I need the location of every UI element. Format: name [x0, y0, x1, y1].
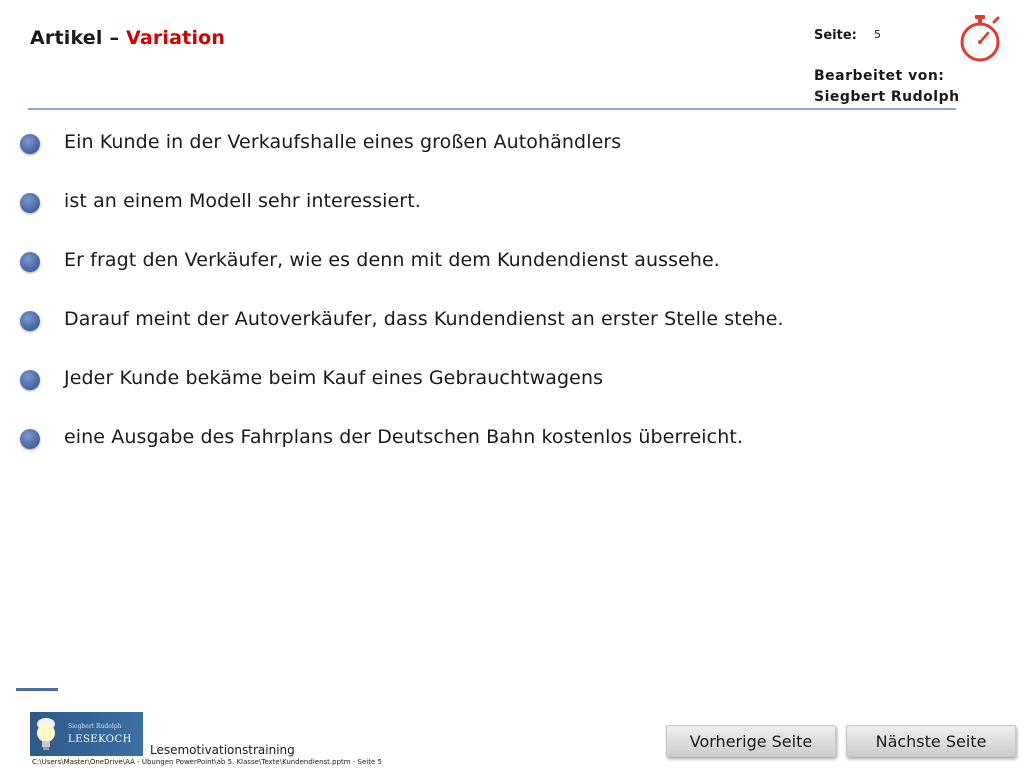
editor-label: Bearbeitet von:: [814, 68, 945, 84]
lightbulb-icon: [33, 716, 59, 752]
bullet-icon: [20, 134, 40, 154]
next-page-button[interactable]: Nächste Seite: [846, 725, 1016, 757]
bullet-text: Ein Kunde in der Verkaufshalle eines großen Autohändlers: [64, 131, 622, 153]
previous-page-button[interactable]: Vorherige Seite: [666, 725, 836, 757]
bullet-text: Er fragt den Verkäufer, wie es denn mit dem Kundendienst aussehe.: [64, 249, 720, 271]
editor-name: Siegbert Rudolph: [814, 89, 960, 105]
lesekoch-logo: [30, 712, 143, 756]
file-path: C:\Users\Master\OneDrive\AA - Übungen PowerPoint\ab 5. Klasse\Texte\Kundendienst.pptm - Seite 5: [32, 758, 382, 766]
bullet-text: Jeder Kunde bekäme beim Kauf eines Gebrauchtwagens: [64, 367, 604, 389]
bullet-text: Darauf meint der Autoverkäufer, dass Kundendienst an erster Stelle stehe.: [64, 308, 784, 330]
bullet-icon: [20, 370, 40, 390]
bullet-icon: [20, 252, 40, 272]
bullet-text: ist an einem Modell sehr interessiert.: [64, 190, 421, 212]
bullet-icon: [20, 311, 40, 331]
bullet-icon: [20, 193, 40, 213]
bullet-text: eine Ausgabe des Fahrplans der Deutschen Bahn kostenlos überreicht.: [64, 426, 744, 448]
stopwatch-icon[interactable]: [956, 13, 1004, 63]
logo-author: Siegbert Rudolph: [68, 723, 122, 730]
bullet-icon: [20, 429, 40, 449]
page-title: [30, 27, 225, 49]
page-label: Seite:: [814, 28, 857, 43]
page-number: 5: [874, 28, 881, 41]
footer-accent-line: [16, 688, 58, 691]
header-divider: [28, 108, 956, 110]
editor-info: [814, 66, 960, 108]
logo-brand: LESEKOCH: [68, 734, 132, 745]
program-name: Lesemotivationstraining: [150, 743, 295, 757]
title-separator: –: [109, 27, 120, 49]
title-main: Artikel: [30, 27, 103, 49]
title-accent: Variation: [125, 27, 226, 49]
